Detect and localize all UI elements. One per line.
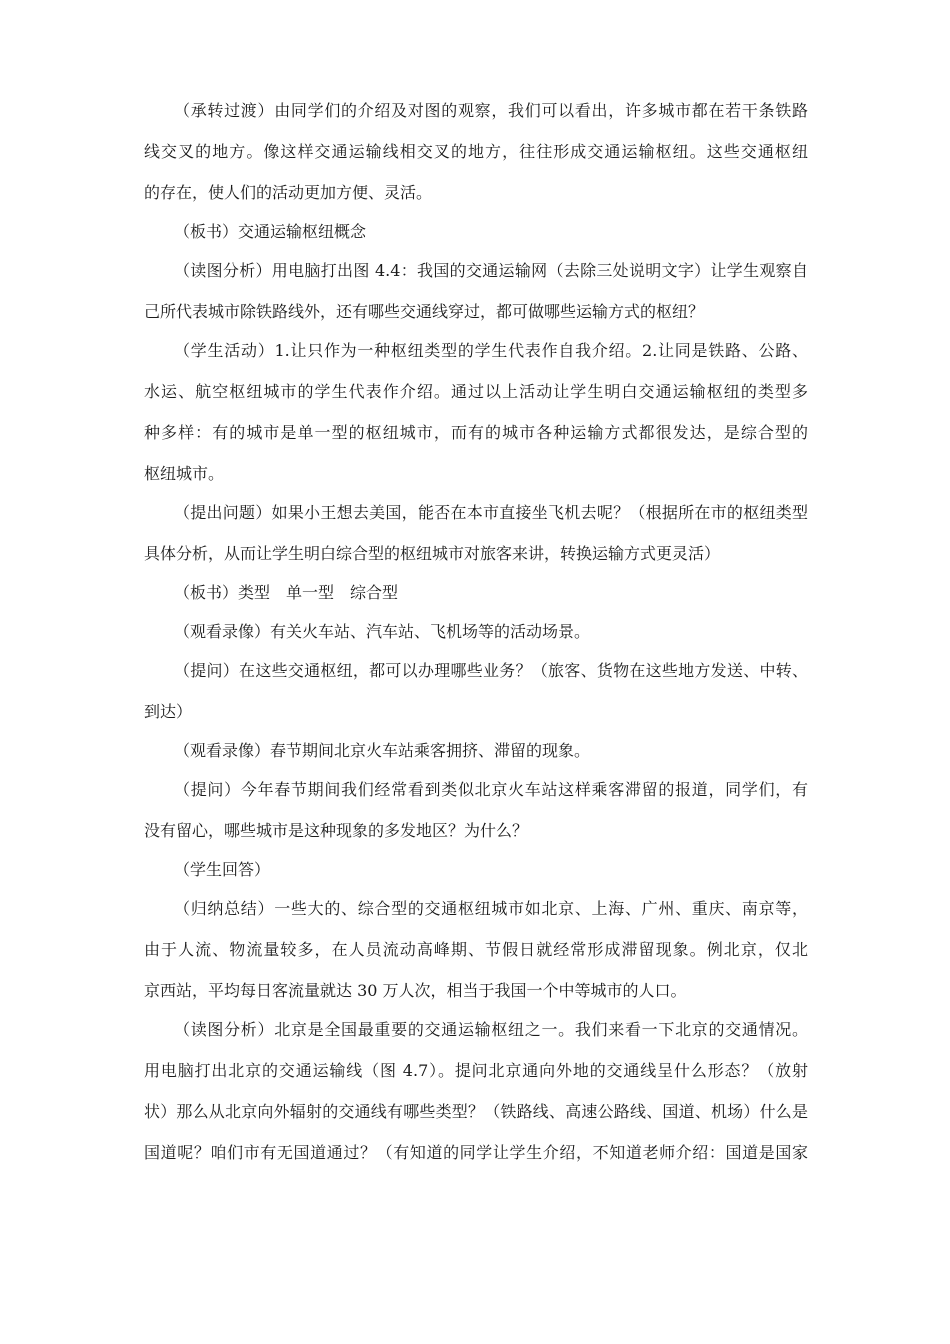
paragraph-transition bbox=[144, 102, 808, 201]
text-line: 种多样：有的城市是单一型的枢纽城市，而有的城市各种运输方式都很发达，是综合型的 bbox=[144, 423, 808, 442]
text-line: 用电脑打出北京的交通运输线（图 4.7）。提问北京通向外地的交通线呈什么形态？（放射 bbox=[144, 1061, 808, 1080]
text-line: 国道呢？咱们市有无国道通过？（有知道的同学让学生介绍，不知道老师介绍：国道是国家 bbox=[144, 1143, 808, 1162]
paragraph-ask-1 bbox=[144, 662, 808, 720]
paragraph-student-activity bbox=[144, 342, 808, 482]
text-line: 具体分析，从而让学生明白综合型的枢纽城市对旅客来讲，转换运输方式更灵活） bbox=[144, 544, 721, 563]
text-line: （观看录像）有关火车站、汽车站、飞机场等的活动场景。 bbox=[174, 622, 591, 641]
paragraph-video-2 bbox=[144, 742, 808, 759]
text-line: （承转过渡）由同学们的介绍及对图的观察，我们可以看出，许多城市都在若干条铁路 bbox=[174, 101, 808, 120]
text-line: （提问）今年春节期间我们经常看到类似北京火车站这样乘客滞留的报道，同学们，有 bbox=[174, 780, 808, 799]
text-line: （提问）在这些交通枢纽，都可以办理哪些业务？（旅客、货物在这些地方发送、中转、 bbox=[174, 661, 808, 680]
text-line: 枢纽城市。 bbox=[144, 464, 225, 483]
text-line: 到达） bbox=[144, 702, 193, 721]
text-line: （读图分析）北京是全国最重要的交通运输枢纽之一。我们来看一下北京的交通情况。 bbox=[174, 1020, 808, 1039]
text-line: 水运、航空枢纽城市的学生代表作介绍。通过以上活动让学生明白交通运输枢纽的类型多 bbox=[144, 382, 808, 401]
text-line: （观看录像）春节期间北京火车站乘客拥挤、滞留的现象。 bbox=[174, 741, 591, 760]
text-line: （学生活动）1.让只作为一种枢纽类型的学生代表作自我介绍。2.让同是铁路、公路、 bbox=[174, 341, 808, 360]
text-line: （提出问题）如果小王想去美国，能否在本市直接坐飞机去呢？（根据所在市的枢纽类型 bbox=[174, 503, 808, 522]
paragraph-video-1 bbox=[144, 623, 808, 640]
text-line: 没有留心，哪些城市是这种现象的多发地区？为什么？ bbox=[144, 821, 529, 840]
text-line: （板书）类型 单一型 综合型 bbox=[174, 583, 399, 602]
text-line: 的存在，使人们的活动更加方便、灵活。 bbox=[144, 183, 433, 202]
paragraph-board-types bbox=[144, 584, 808, 601]
text-line: 由于人流、物流量较多，在人员流动高峰期、节假日就经常形成滞留现象。例北京，仅北 bbox=[144, 940, 808, 959]
paragraph-beijing-analysis bbox=[144, 1021, 808, 1161]
paragraph-summary bbox=[144, 900, 808, 999]
text-line: （板书）交通运输枢纽概念 bbox=[174, 222, 367, 241]
text-line: 状）那么从北京向外辐射的交通线有哪些类型？（铁路线、高速公路线、国道、机场）什么是 bbox=[144, 1102, 808, 1121]
paragraph-student-answer bbox=[144, 861, 808, 878]
text-line: （归纳总结）一些大的、综合型的交通枢纽城市如北京、上海、广州、重庆、南京等， bbox=[174, 899, 808, 918]
text-line: （读图分析）用电脑打出图 4.4：我国的交通运输网（去除三处说明文字）让学生观察自 bbox=[174, 261, 808, 280]
text-line: 己所代表城市除铁路线外，还有哪些交通线穿过，都可做哪些运输方式的枢纽？ bbox=[144, 302, 705, 321]
paragraph-ask-2 bbox=[144, 781, 808, 839]
paragraph-board-concept bbox=[144, 223, 808, 240]
text-line: （学生回答） bbox=[174, 860, 271, 879]
paragraph-map-analysis bbox=[144, 262, 808, 320]
text-line: 线交叉的地方。像这样交通运输线相交叉的地方，往往形成交通运输枢纽。这些交通枢纽 bbox=[144, 142, 808, 161]
text-line: 京西站，平均每日客流量就达 30 万人次，相当于我国一个中等城市的人口。 bbox=[144, 981, 687, 1000]
document-page bbox=[144, 102, 808, 1161]
paragraph-question bbox=[144, 504, 808, 562]
